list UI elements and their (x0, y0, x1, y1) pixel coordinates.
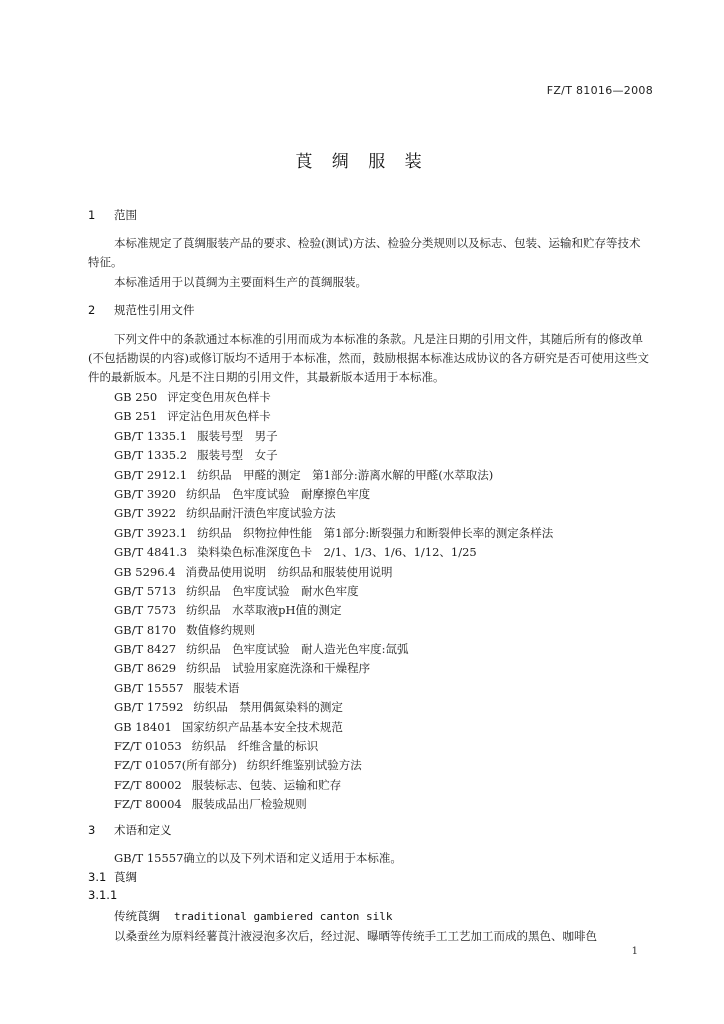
reference-code: GB/T 3922 (114, 506, 177, 521)
reference-title: 数值修约规则 (186, 622, 256, 637)
reference-title: 纺织品 色牢度试验 耐水色牢度 (186, 583, 359, 598)
standard-code: FZ/T 81016—2008 (546, 84, 653, 97)
reference-item (114, 563, 553, 582)
reference-code: GB/T 3920 (114, 486, 177, 501)
reference-code: GB/T 4841.3 (114, 545, 188, 560)
reference-item (114, 679, 553, 698)
subsection-3-1-1-number: 3.1.1 (88, 888, 118, 902)
reference-title: 纺织品 色牢度试验 耐人造光色牢度:氙弧 (186, 642, 409, 657)
reference-code: GB/T 15557 (114, 680, 184, 695)
reference-item (114, 388, 553, 407)
reference-item (114, 466, 553, 485)
section-title: 术语和定义 (114, 823, 172, 837)
section-1-paragraph: 本标准适用于以莨绸为主要面料生产的莨绸服装。 (114, 275, 367, 289)
reference-item (114, 737, 553, 756)
reference-item (114, 504, 553, 523)
reference-item (114, 427, 553, 446)
reference-code: GB 5296.4 (114, 564, 176, 579)
reference-item (114, 582, 553, 601)
reference-code: GB 251 (114, 409, 158, 424)
term-definition: 以桑蚕丝为原料经薯莨汁液浸泡多次后，经过泥、曝晒等传统手工工艺加工而成的黑色、咖啡色 (114, 929, 597, 943)
section-title: 范围 (114, 208, 137, 222)
reference-code: GB 250 (114, 390, 158, 404)
reference-code: FZ/T 01057(所有部分) (114, 758, 237, 773)
document-title: 莨 绸 服 装 (295, 152, 429, 172)
reference-title: 纺织品 禁用偶氮染料的测定 (193, 700, 343, 715)
subsection-title: 莨绸 (114, 870, 137, 884)
subsection-number: 3.1 (88, 870, 107, 884)
reference-title: 染料染色标准深度色卡 2/1、1/3、1/6、1/12、1/25 (197, 545, 477, 560)
reference-title: 评定变色用灰色样卡 (167, 390, 271, 404)
reference-item (114, 718, 553, 737)
reference-item (114, 698, 553, 717)
section-number: 2 (88, 303, 96, 317)
reference-code: GB/T 1335.2 (114, 448, 188, 463)
section-3-intro: GB/T 15557确立的以及下列术语和定义适用于本标准。 (114, 851, 402, 865)
reference-title: 评定沾色用灰色样卡 (167, 409, 271, 424)
term-entry (114, 908, 393, 924)
reference-code: GB 18401 (114, 719, 172, 734)
section-number: 3 (88, 823, 96, 837)
reference-code: GB/T 8170 (114, 622, 177, 637)
reference-code: GB/T 2912.1 (114, 467, 188, 482)
reference-title: 服装标志、包装、运输和贮存 (191, 777, 342, 792)
reference-item (114, 485, 553, 504)
reference-code: GB/T 8629 (114, 661, 177, 676)
reference-code: FZ/T 01053 (114, 739, 182, 754)
reference-code: FZ/T 80002 (114, 777, 182, 792)
section-title: 规范性引用文件 (114, 303, 195, 317)
reference-list (114, 388, 553, 815)
reference-code: GB/T 1335.1 (114, 428, 188, 443)
reference-title: 纺织品 纤维含量的标识 (191, 739, 319, 754)
section-1-paragraph: 本标准规定了莨绸服装产品的要求、检验(测试)方法、检验分类规则以及标志、包装、运输和贮存等技术特征。 (88, 236, 641, 269)
term-english: traditional gambiered canton silk (174, 910, 393, 923)
reference-item (114, 446, 553, 465)
section-3-heading (88, 822, 172, 838)
reference-title: 纺织品 织物拉伸性能 第1部分:断裂强力和断裂伸长率的测定条样法 (197, 525, 554, 540)
reference-title: 纺织纤维鉴别试验方法 (246, 758, 362, 773)
subsection-3-1-heading (88, 869, 137, 885)
section-2-heading (88, 302, 195, 318)
reference-title: 服装号型 女子 (197, 448, 278, 463)
reference-code: FZ/T 80004 (114, 797, 182, 812)
reference-code: GB/T 17592 (114, 700, 184, 715)
section-number: 1 (88, 208, 96, 222)
term-chinese: 传统莨绸 (114, 909, 160, 923)
reference-title: 纺织品 水萃取液pH值的测定 (186, 603, 342, 618)
reference-title: 国家纺织产品基本安全技术规范 (181, 719, 343, 734)
reference-title: 纺织品 甲醛的测定 第1部分:游离水解的甲醛(水萃取法) (197, 467, 494, 482)
page-number: 1 (631, 946, 638, 957)
reference-code: GB/T 5713 (114, 583, 177, 598)
reference-item (114, 621, 553, 640)
reference-code: GB/T 3923.1 (114, 525, 188, 540)
reference-item (114, 756, 553, 775)
reference-title: 服装术语 (193, 680, 240, 695)
reference-code: GB/T 7573 (114, 603, 177, 618)
reference-item (114, 407, 553, 426)
reference-item (114, 640, 553, 659)
reference-item (114, 601, 553, 620)
reference-item (114, 776, 553, 795)
reference-title: 纺织品 色牢度试验 耐摩擦色牢度 (186, 486, 371, 501)
reference-title: 纺织品 试验用家庭洗涤和干燥程序 (186, 661, 371, 676)
reference-item (114, 659, 553, 678)
reference-item (114, 543, 553, 562)
reference-item (114, 524, 553, 543)
reference-title: 纺织品耐汗渍色牢度试验方法 (186, 506, 336, 521)
reference-title: 服装成品出厂检验规则 (191, 797, 307, 812)
reference-code: GB/T 8427 (114, 642, 177, 657)
reference-title: 服装号型 男子 (197, 428, 278, 443)
section-2-intro: 下列文件中的条款通过本标准的引用而成为本标准的条款。凡是注日期的引用文件，其随后所有的修改单(不包括勘误的内容)或修订版均不适用于本标准，然而，鼓励根据本标准达成协议的各方研究是否可使用这些文件的最新版本。凡是不注日期的引用文件，其最新版本适用于本标准。 (88, 332, 649, 384)
reference-title: 消费品使用说明 纺织品和服装使用说明 (185, 564, 393, 579)
section-1-heading (88, 207, 137, 223)
reference-item (114, 795, 553, 814)
